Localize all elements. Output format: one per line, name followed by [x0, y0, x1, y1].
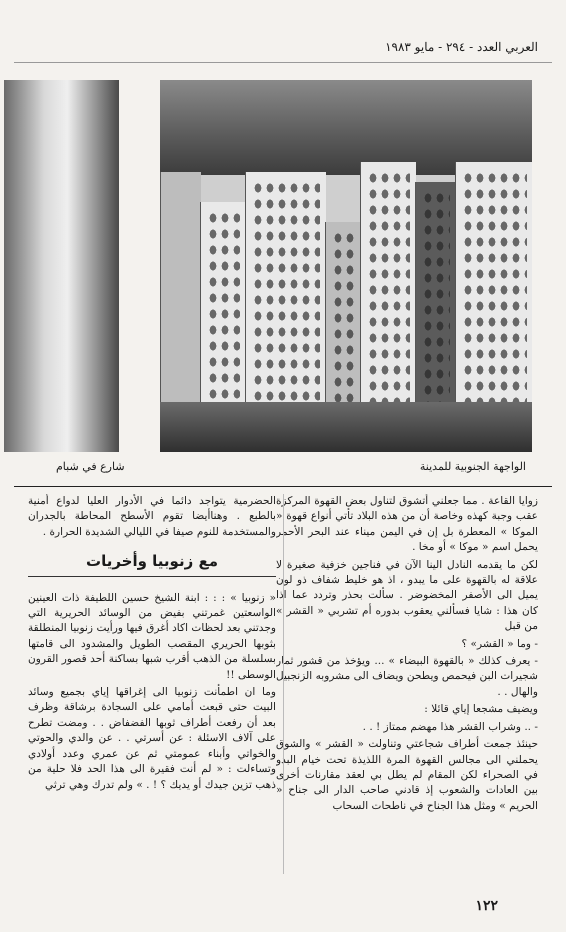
left-photo-caption: شارع في شبام	[56, 460, 125, 473]
paragraph: حينئذ جمعت أطراف شجاعتي وتناولت « القشر » والشوق يحملني الى مجالس القهوة المرة اللذيذة تحت خيام البدو في الصحراء لكن المقام لم يطل بي لعقد مقارنات أخرى بين العادات والشعوب إذ قادني صاحب الدار الى جناح « الحريم » ومثل هذا الجناح في ناطحات السحاب	[276, 738, 538, 812]
street-photo	[4, 80, 119, 452]
page-number: ١٢٢	[475, 898, 498, 914]
article-column-left	[28, 494, 276, 884]
paragraph: - يعرف كذلك « بالقهوة البيضاء » ... ويؤخذ من قشور ثمار شجيرات البن فيحمص ويطحن ويضاف الى مشروبه الزنجبيل والهال . .	[276, 655, 538, 698]
paragraph: - وما « القشر» ؟	[461, 637, 538, 650]
paragraph: وما ان اطمأنت زنوبيا الى إغراقها إياي بجميع وسائد البيت حتى قبعت أمامي على السجادة برشاقة وظرف بعد أن رفعت أطراف ثوبها الفضفاض . . ومضت تطرح على آلاف الاسئلة : عن أسرتي . . عن والدي والحوتي والخواتي وأبناء عمومتي ثم عن عمري وعدد أولادي وتساءلت : « لم أنت فقيرة الى هذا الحد فلا حلية من ذهب تزين جيدك أو يديك ؟ ! . » ولم تدرك وهي ترثي	[28, 686, 276, 791]
paragraph: لكن ما يقدمه النادل الينا الآن في فناجين خزفية صغيرة لا علاقة له بالقهوة على ما يبدو ، اذ هو خليط شفاف ذو لون يميل الى الأصفر المخضوضر . سألت بحذر وتردد عما اذا كان هذا : شايا فسألني يعقوب بدوره أم تشربي « القشر » من قبل	[276, 558, 538, 633]
paragraph: « زنوبيا » : : : ابنة الشيخ حسين اللطيفة ذات العينين الواسعتين غمرتني بفيض من الوسائد الحريرية التي وجدتني بعد لحظات اكاد أغرق فيها ورأيت زنوبيا المنطلقة بثوبها الحريري المقصب الطويل والمشدود الى قامتها بسلسلة من الذهب أقرب شبها بساكنة أحد قصور القرون الوسطى !!	[28, 591, 276, 681]
header-rule	[14, 62, 552, 63]
paragraph: - .. وشراب القشر هذا مهضم ممتاز ! . .	[362, 720, 538, 733]
issue-header: العربي العدد - ٢٩٤ - مايو ١٩٨٣	[385, 40, 538, 54]
ground-shadow	[160, 402, 532, 452]
city-facade-photo	[160, 80, 532, 452]
section-heading: مع زنوبيا وأخريات	[28, 554, 276, 576]
paragraph: زوايا القاعة . مما جعلني أتشوق لتناول بعض القهوة المركزة عقب وجبة كهذه وخاصة أن من هذه البلاد تأتي أنواع قهوة « الموكا » المعطرة بل إن في اليمن ميناء عند البحر الأحمر يحمل اسم « موكا » أو مخا .	[276, 495, 538, 554]
cliff-backdrop	[160, 80, 532, 175]
right-photo-caption: الواجهة الجنوبية للمدينة	[419, 460, 526, 473]
caption-rule	[14, 486, 552, 487]
paragraph: ويضيف مشجعا إياي قائلا :	[424, 703, 538, 716]
column-divider	[283, 494, 284, 874]
article-column-right	[276, 494, 538, 884]
paragraph: الحضرمية يتواجد دائما في الأدوار العليا لدواع أمنية بالطبع . وهناأيضا تقوم الأسطح المحاطة بالجدران والمستخدمة للنوم صيفا في الليالي الشديدة الحرارة .	[28, 495, 276, 538]
